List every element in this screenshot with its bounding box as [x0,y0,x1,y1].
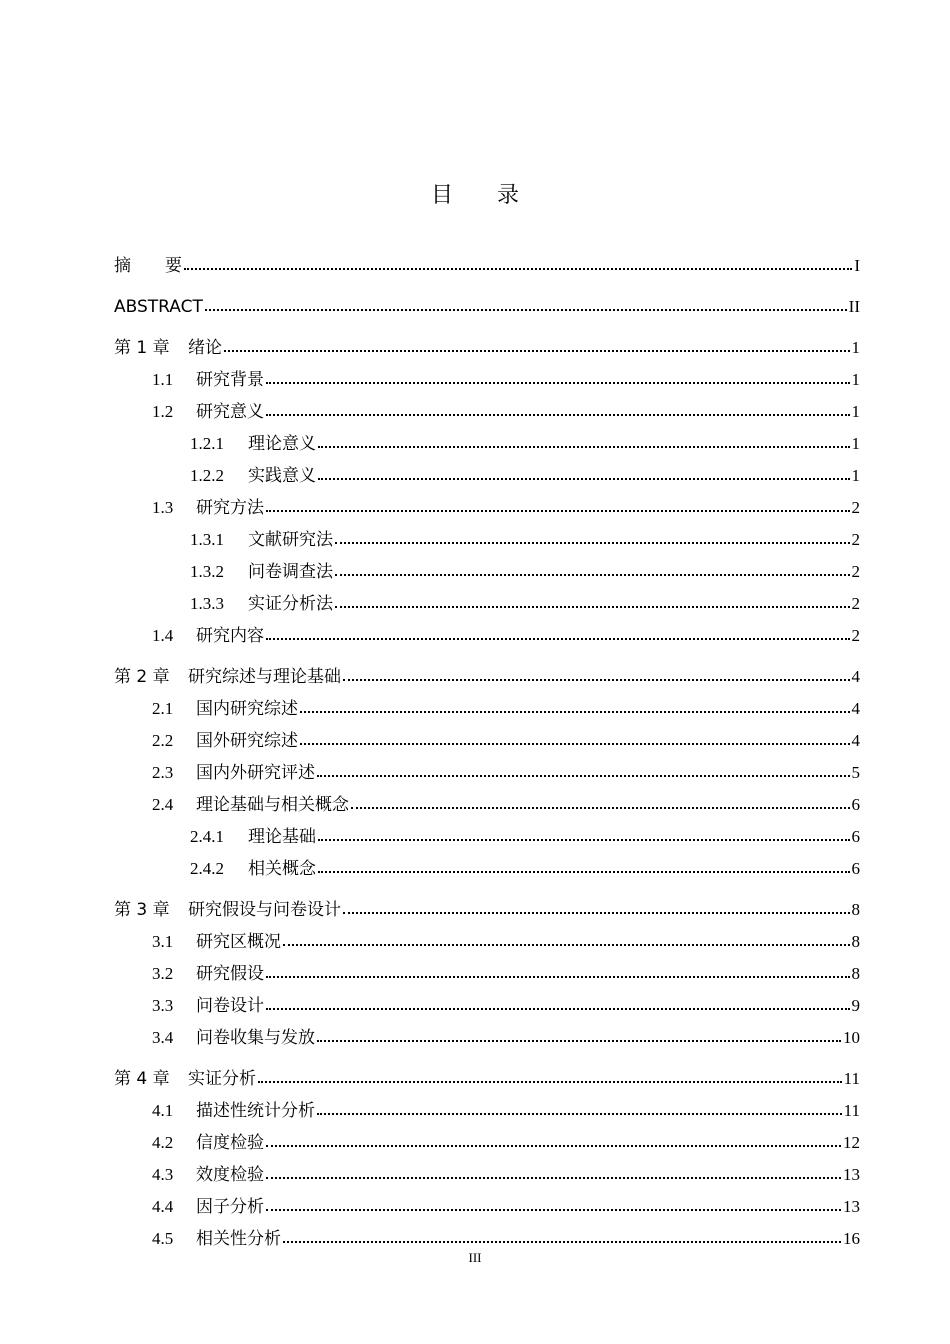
toc-entry-title: 理论基础 [248,827,316,846]
toc-dot-leader [283,944,850,946]
toc-entry-number: 1.3 [152,498,174,517]
toc-dot-leader [343,679,850,681]
toc-entry-page: 2 [851,626,860,645]
toc-entry-page: II [848,297,860,316]
toc-entry-page: 1 [851,370,860,389]
toc-entry-page: 12 [843,1133,860,1152]
toc-dot-leader [184,268,852,270]
toc-dot-leader [266,510,850,512]
toc-entry-number: 4.5 [152,1229,174,1248]
toc-dot-leader [266,1145,841,1147]
toc-entry-title: 文献研究法 [248,530,333,549]
toc-entry-page: 11 [843,1069,860,1088]
toc-entry-title: 信度检验 [196,1133,264,1152]
toc-entry-title: 实践意义 [248,466,316,485]
toc-dot-leader [205,309,847,311]
toc-entry-title: 研究区概况 [196,932,281,951]
toc-entry[interactable] [114,358,860,390]
toc-entry[interactable] [114,390,860,422]
toc-entry-number: 第 1 章 [114,338,170,358]
toc-entry-title: 相关性分析 [196,1229,281,1248]
toc-entry-number: 1.3.3 [190,594,224,613]
toc-entry[interactable] [114,550,860,582]
toc-entry-page: 4 [851,731,860,750]
toc-entry-number: 1.1 [152,370,174,389]
toc-dot-leader [318,839,850,841]
page-title: 目 录 [430,183,519,208]
toc-dot-leader [300,711,850,713]
toc-entry-title: 描述性统计分析 [196,1101,315,1120]
toc-entry-title: 研究假设 [196,964,264,983]
toc-dot-leader [317,775,850,777]
toc-entry[interactable] [114,1217,860,1249]
toc-entry-page: 16 [843,1229,860,1248]
toc-entry-number: 1.3.1 [190,530,224,549]
toc-dot-leader [343,912,850,914]
toc-entry[interactable] [114,952,860,984]
toc-entry-page: 8 [851,964,860,983]
toc-entry[interactable] [114,888,860,920]
toc-entry-title: 实证分析 [188,1069,256,1089]
toc-dot-leader [335,542,850,544]
toc-dot-leader [351,807,850,809]
toc-entry-number: 1.4 [152,626,174,645]
toc-entry-title: 研究意义 [196,402,264,421]
toc-entry-number: 2.2 [152,731,174,750]
toc-entry[interactable] [114,326,860,358]
toc-entry[interactable] [114,1016,860,1048]
toc-entry-number: 2.3 [152,763,174,782]
toc-entry[interactable] [114,847,860,879]
toc-entry[interactable] [114,751,860,783]
toc-entry-number: 3.2 [152,964,174,983]
toc-entry-page: 8 [851,900,860,919]
toc-entry[interactable] [114,719,860,751]
toc-entry[interactable] [114,1121,860,1153]
toc-dot-leader [224,350,850,352]
toc-entry-page: 10 [843,1028,860,1047]
toc-dot-leader [266,1177,841,1179]
toc-entry[interactable] [114,815,860,847]
toc-entry-number: 4.4 [152,1197,174,1216]
toc-entry-number: 3.3 [152,996,174,1015]
toc-dot-leader [318,871,850,873]
toc-entry-page: 2 [851,498,860,517]
toc-entry[interactable] [114,422,860,454]
toc-entry-page: 2 [851,594,860,613]
toc-entry-title: 实证分析法 [248,594,333,613]
toc-dot-leader [317,1040,841,1042]
toc-entry-page: 6 [851,859,860,878]
toc-entry-page: 13 [843,1197,860,1216]
toc-entry-number: 1.3.2 [190,562,224,581]
toc-entry-page: 2 [851,530,860,549]
toc-entry-title: 相关概念 [248,859,316,878]
toc-entry-page: 4 [851,699,860,718]
toc-dot-leader [266,1008,850,1010]
toc-entry[interactable] [114,920,860,952]
toc-entry-title: 国内外研究评述 [196,763,315,782]
toc-entry[interactable] [114,285,860,317]
toc-entry-number: 4.2 [152,1133,174,1152]
toc-dot-leader [266,1209,841,1211]
toc-entry-title: 理论意义 [248,434,316,453]
toc-entry-page: 1 [851,466,860,485]
toc-entry-number: 4.1 [152,1101,174,1120]
toc-entry[interactable] [114,1185,860,1217]
toc-entry-page: 1 [851,434,860,453]
toc-entry[interactable] [114,614,860,646]
toc-dot-leader [266,976,850,978]
toc-entry-title: 效度检验 [196,1165,264,1184]
toc-entry-number: 2.1 [152,699,174,718]
toc-dot-leader [258,1081,842,1083]
toc-entry-page: 13 [843,1165,860,1184]
toc-entry-title: ABSTRACT [114,297,203,317]
toc-entry[interactable] [114,783,860,815]
toc-entry-number: 2.4.1 [190,827,224,846]
toc-dot-leader [318,446,850,448]
toc-entry[interactable] [114,518,860,550]
toc-entry[interactable] [114,454,860,486]
toc-entry-title: 研究背景 [196,370,264,389]
toc-entry-title: 国外研究综述 [196,731,298,750]
toc-entry-page: 5 [851,763,860,782]
toc-entry-number: 第 2 章 [114,667,170,687]
toc-entry-title: 研究内容 [196,626,264,645]
table-of-contents [114,244,860,1249]
page-number: III [468,1250,482,1265]
toc-entry[interactable] [114,984,860,1016]
toc-entry-title: 摘 要 [114,256,182,276]
toc-entry[interactable] [114,1057,860,1089]
toc-entry-title: 因子分析 [196,1197,264,1216]
toc-dot-leader [266,414,850,416]
toc-dot-leader [283,1241,841,1243]
toc-entry-title: 研究综述与理论基础 [188,667,341,687]
toc-dot-leader [300,743,850,745]
toc-entry[interactable] [114,1153,860,1185]
toc-entry-number: 第 4 章 [114,1069,170,1089]
toc-entry-page: 6 [851,795,860,814]
toc-entry-title: 理论基础与相关概念 [196,795,349,814]
toc-entry-number: 3.1 [152,932,174,951]
toc-dot-leader [266,638,850,640]
toc-entry-title: 问卷调查法 [248,562,333,581]
toc-entry[interactable] [114,486,860,518]
toc-entry-number: 第 3 章 [114,900,170,920]
toc-entry[interactable] [114,244,860,276]
toc-entry-page: 4 [851,667,860,686]
toc-entry-page: 1 [851,402,860,421]
toc-dot-leader [335,574,850,576]
toc-entry-number: 3.4 [152,1028,174,1047]
toc-entry-page: 2 [851,562,860,581]
toc-entry-title: 问卷设计 [196,996,264,1015]
toc-entry-number: 1.2.1 [190,434,224,453]
toc-entry-page: 1 [851,338,860,357]
toc-entry-title: 研究假设与问卷设计 [188,900,341,920]
toc-dot-leader [266,382,850,384]
toc-entry[interactable] [114,1089,860,1121]
toc-entry-page: 8 [851,932,860,951]
toc-entry-page: I [854,256,860,275]
toc-dot-leader [335,606,850,608]
toc-entry-page: 6 [851,827,860,846]
toc-dot-leader [318,478,850,480]
toc-entry-number: 4.3 [152,1165,174,1184]
toc-entry-title: 问卷收集与发放 [196,1028,315,1047]
toc-entry-page: 11 [843,1101,860,1120]
toc-entry-title: 研究方法 [196,498,264,517]
toc-entry[interactable] [114,687,860,719]
toc-entry[interactable] [114,655,860,687]
toc-entry[interactable] [114,582,860,614]
toc-entry-number: 2.4 [152,795,174,814]
toc-dot-leader [317,1113,842,1115]
toc-entry-title: 绪论 [188,338,222,358]
toc-entry-number: 2.4.2 [190,859,224,878]
toc-entry-number: 1.2 [152,402,174,421]
toc-entry-number: 1.2.2 [190,466,224,485]
toc-entry-title: 国内研究综述 [196,699,298,718]
toc-entry-page: 9 [851,996,860,1015]
